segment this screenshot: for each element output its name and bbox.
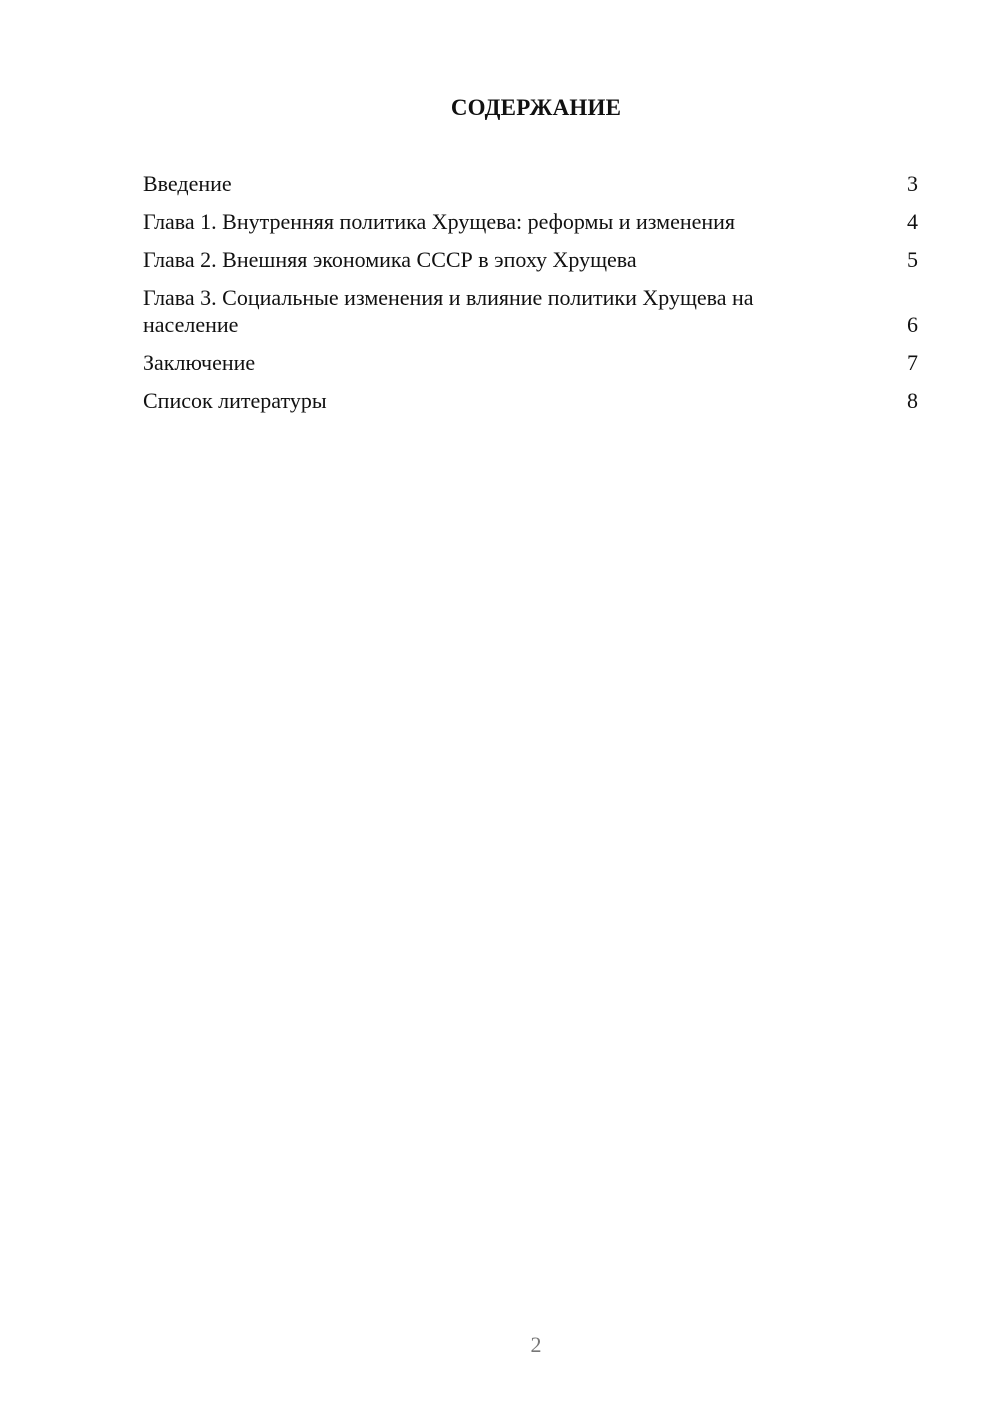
toc-entry-text: Список литературы (143, 388, 327, 413)
toc-entry-chapter-1 (143, 208, 918, 235)
toc-entry-text: Глава 2. Внешняя экономика СССР в эпоху Хрущева (143, 247, 637, 272)
toc-entry-chapter-2 (143, 246, 918, 273)
toc-entry-references (143, 387, 918, 414)
toc-entry-text: Глава 3. Социальные изменения и влияние политики Хрущева на население (143, 285, 754, 337)
toc-entry-chapter-3 (143, 284, 918, 338)
toc-entry-page: 3 (907, 171, 918, 196)
toc-entry-page: 4 (907, 209, 918, 234)
toc-entry-text: Введение (143, 171, 232, 196)
toc-entry-text: Глава 1. Внутренняя политика Хрущева: реформы и изменения (143, 209, 736, 234)
toc-entry-introduction (143, 170, 918, 197)
toc-entry-conclusion (143, 349, 918, 376)
toc-entry-text: Заключение (143, 350, 256, 375)
table-of-contents (143, 170, 918, 425)
toc-entry-page: 5 (907, 247, 918, 272)
toc-entry-page: 7 (907, 350, 918, 375)
page-number: 2 (530, 1332, 542, 1357)
toc-title: СОДЕРЖАНИЕ (450, 95, 622, 120)
toc-entry-page: 8 (907, 388, 918, 413)
toc-entry-page: 6 (907, 312, 918, 337)
